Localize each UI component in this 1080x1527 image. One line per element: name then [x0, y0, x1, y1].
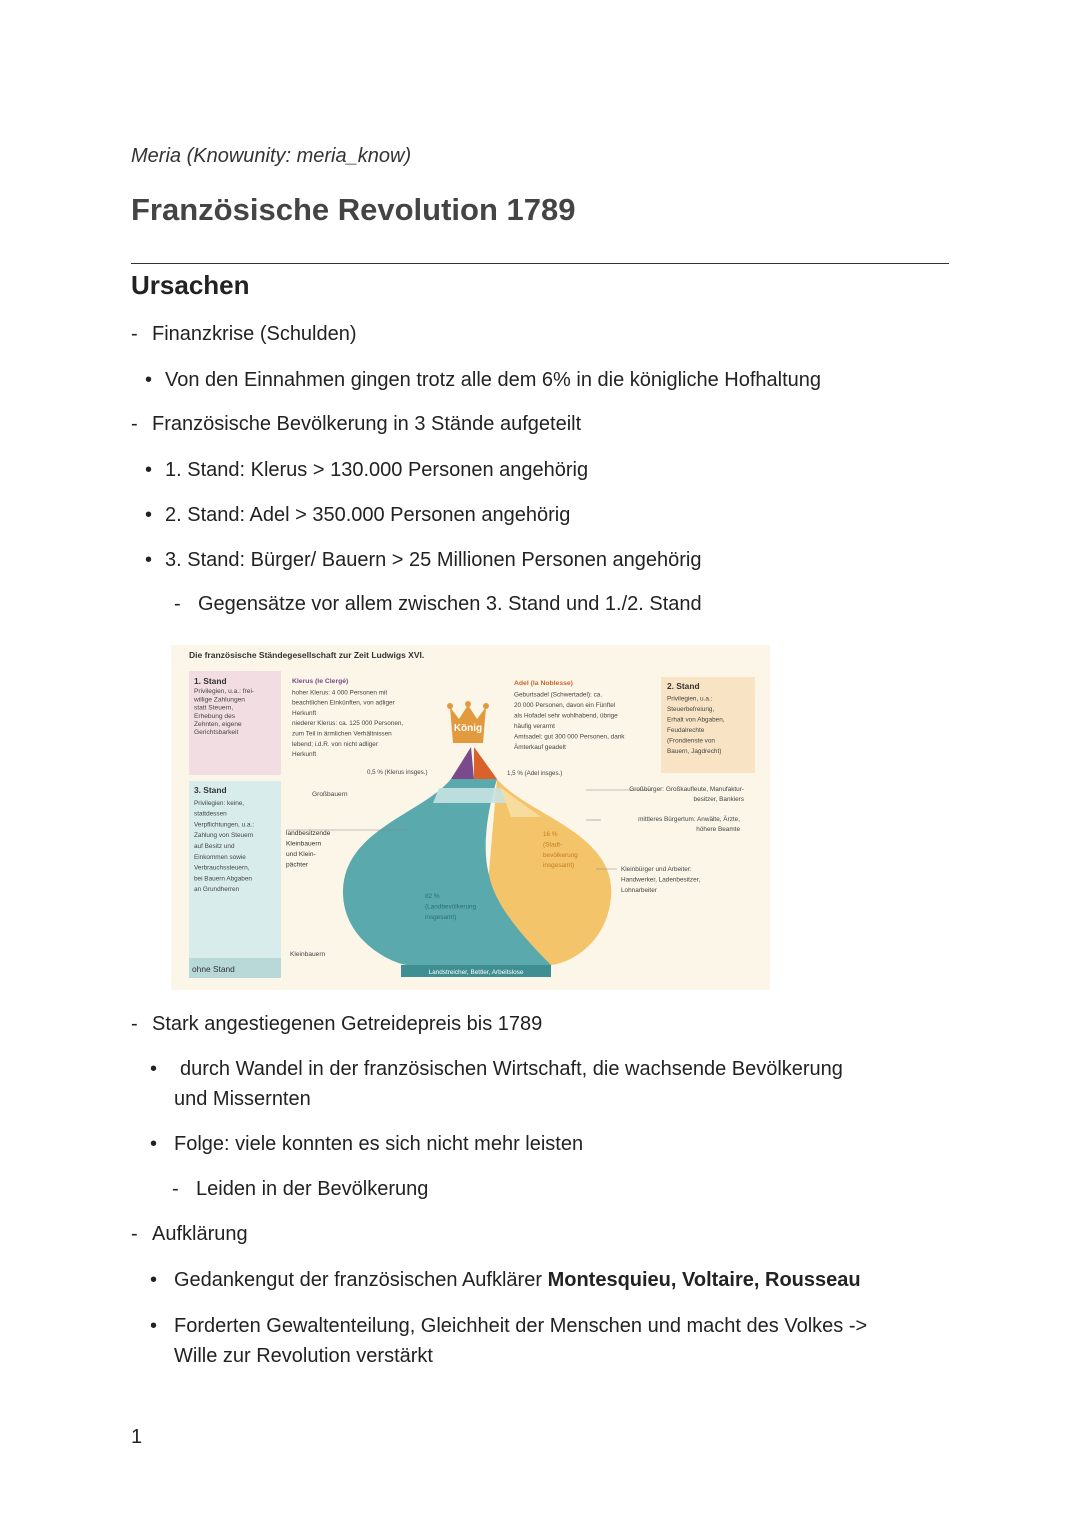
author-line: Meria (Knowunity: meria_know) [131, 145, 412, 167]
bullet-marker: • [150, 1133, 158, 1155]
land-pct-line: 82 % [425, 893, 440, 900]
adel-line: Amtsadel: gut 300 000 Personen, dank [514, 733, 625, 741]
stadt-pct-line: insgesamt) [543, 862, 575, 870]
klerus-line: beachtlichen Einkünften, von adliger [292, 699, 395, 707]
bottom-band-line: Landstreicher, Bettler, Arbeitslose [428, 969, 524, 976]
dash-marker: - [174, 593, 181, 615]
list-item-text: 1. Stand: Klerus > 130.000 Personen angehörig [165, 459, 589, 481]
page-title: Französische Revolution 1789 [131, 192, 576, 227]
figure-title: Die französische Ständegesellschaft zur Zeit Ludwigs XVI. [189, 650, 425, 660]
list-item-text: 2. Stand: Adel > 350.000 Personen angehörig [165, 504, 571, 526]
klerus-line: Herkunft [292, 751, 317, 759]
bullet-marker: • [150, 1058, 158, 1080]
list-item-wandel-cont: und Missernten [174, 1088, 311, 1110]
bullet-marker: • [145, 459, 153, 481]
grossbuerger-line: besitzer, Bankiers [693, 796, 744, 804]
bullet-marker: • [150, 1269, 158, 1291]
bullet-marker: • [145, 369, 153, 391]
mittleres-line: mittleres Bürgertum: Anwälte, Ärzte, [638, 816, 740, 823]
list-item-gewaltenteilung-cont: Wille zur Revolution verstärkt [174, 1345, 433, 1367]
klerus-line: niederer Klerus: ca. 125 000 Personen, [292, 720, 404, 728]
dash-marker: - [131, 1223, 138, 1245]
kleinbuerger-line: Lohnarbeiter [621, 886, 657, 894]
stand3-line: stattdessen [194, 810, 227, 818]
dash-marker: - [131, 1013, 138, 1035]
stand2-box [661, 677, 755, 773]
dash-marker: - [172, 1178, 179, 1200]
kleinbuerger-line: Kleinbürger und Arbeiter: [621, 866, 692, 873]
adel-line: als Hofadel sehr wohlhabend, übrige [514, 712, 618, 720]
list-item-text: 3. Stand: Bürger/ Bauern > 25 Millionen Personen angehörig [165, 549, 702, 571]
text-plain: Gedankengut der französischen Aufklärer [174, 1269, 548, 1291]
adel-line: Geburtsadel (Schwertadel): ca. [514, 691, 603, 699]
title-divider [131, 263, 949, 264]
mittleres-line: höhere Beamte [696, 826, 740, 834]
grossbuerger-line: Großbürger: Großkaufleute, Manufaktur- [629, 786, 744, 793]
dash-marker: - [131, 323, 138, 345]
adel-line: Ämterkauf geadelt [514, 744, 566, 751]
landbesitz-line: und Klein- [286, 851, 316, 858]
section-heading-ursachen: Ursachen [131, 270, 250, 300]
stand3-title: 3. Stand [194, 785, 227, 795]
list-item-text: durch Wandel in der französischen Wirtschaft, die wachsende Bevölkerung [180, 1058, 843, 1080]
staendegesellschaft-diagram [171, 645, 770, 990]
list-item-text: Stark angestiegenen Getreidepreis bis 1789 [152, 1013, 543, 1035]
adel-line: 20 000 Personen, davon ein Fünftel [514, 702, 616, 709]
adel-line: häufig verarmt [514, 723, 555, 730]
stand1-line: Erhebung des [194, 712, 236, 720]
stand3-line: Zahlung von Steuern [194, 832, 254, 840]
landbesitz-line: Kleinbauern [286, 840, 322, 848]
aufklaerer-names: Montesquieu, Voltaire, Rousseau [547, 1269, 861, 1291]
stand1-line: Zehnten, eigene [194, 721, 242, 728]
list-item-text: Finanzkrise (Schulden) [152, 323, 357, 345]
landbesitz-line: landbesitzende [286, 830, 331, 837]
land-pct-line: (Landbevölkerung [425, 903, 477, 911]
list-item-text: Gegensätze vor allem zwischen 3. Stand und 1./2. Stand [198, 593, 702, 615]
stand2-line: Bauern, Jagdrecht) [667, 748, 722, 755]
land-pct-line: insgesamt) [425, 913, 457, 921]
stand1-line: statt Steuern, [194, 704, 234, 712]
stadt-pct-line: 16 % [543, 831, 558, 838]
list-item-text: Französische Bevölkerung in 3 Stände aufgeteilt [152, 413, 582, 435]
stand2-title: 2. Stand [667, 681, 700, 691]
klerus-line: lebend; i.d.R. von nicht adliger [292, 740, 378, 748]
stand2-line: Privilegien, u.a.: [667, 695, 713, 703]
stand1-line: willige Zahlungen [194, 696, 245, 704]
stand2-line: Feudalrechte [667, 727, 705, 734]
stand3-line: Einkommen sowie [194, 853, 246, 861]
page-number: 1 [131, 1426, 143, 1448]
klerus-title: Klerus (le Clergé) [292, 678, 349, 685]
stadt-pct-line: bevölkerung [543, 851, 578, 859]
klerus-line: Herkunft [292, 709, 317, 717]
stand2-line: Erhalt von Abgaben, [667, 716, 725, 724]
dash-marker: - [131, 413, 138, 435]
stand3-line: auf Besitz und [194, 843, 235, 850]
koenig-label: König [453, 723, 483, 734]
list-item-text: Von den Einnahmen gingen trotz alle dem 6% in die königliche Hofhaltung [165, 369, 821, 391]
stand1-line: Privilegien, u.a.: frei- [194, 688, 255, 696]
bullet-marker: • [145, 549, 153, 571]
klerus-pct-line: 0,5 % (Klerus insges.) [367, 769, 428, 776]
grossbauern-band [433, 788, 507, 803]
grossbauern-line: Großbauern [312, 791, 348, 798]
kleinbuerger-line: Handwerker, Ladenbesitzer, [621, 876, 701, 884]
list-item-text: Forderten Gewaltenteilung, Gleichheit der Menschen und macht des Volkes -> [174, 1315, 868, 1337]
kleinbauern-line: Kleinbauern [290, 951, 326, 958]
stand3-line: bei Bauern Abgaben [194, 875, 252, 883]
stand3-line: Verbrauchssteuern, [194, 864, 250, 872]
stand2-line: Steuerbefreiung, [667, 706, 715, 713]
staendegesellschaft-figure [171, 645, 770, 990]
klerus-line: zum Teil in ärmlichen Verhältnissen [292, 730, 392, 738]
landbesitz-line: pächter [286, 861, 308, 869]
list-item-text: Aufklärung [152, 1223, 248, 1245]
stand1-line: Gerichtsbarkeit [194, 729, 239, 737]
list-item-text [174, 1269, 861, 1292]
stand3-line: an Grundherren [194, 886, 240, 894]
ohne-stand-line: ohne Stand [192, 964, 235, 974]
bullet-marker: • [145, 504, 153, 526]
bullet-marker: • [150, 1315, 158, 1337]
adel-title: Adel (la Noblesse) [514, 680, 573, 687]
stadt-pct-line: (Stadt- [543, 841, 563, 849]
klerus-line: hoher Klerus: 4 000 Personen mit [292, 689, 388, 697]
adel-pct-line: 1,5 % (Adel insges.) [507, 770, 563, 777]
list-item-text: Folge: viele konnten es sich nicht mehr leisten [174, 1133, 584, 1155]
stand3-line: Verpflichtungen, u.a.: [194, 821, 255, 829]
list-item-text: Leiden in der Bevölkerung [196, 1178, 429, 1200]
stand3-line: Privilegien: keine, [194, 799, 245, 807]
stand2-line: (Frondienste von [667, 737, 715, 745]
stand1-title: 1. Stand [194, 676, 227, 686]
